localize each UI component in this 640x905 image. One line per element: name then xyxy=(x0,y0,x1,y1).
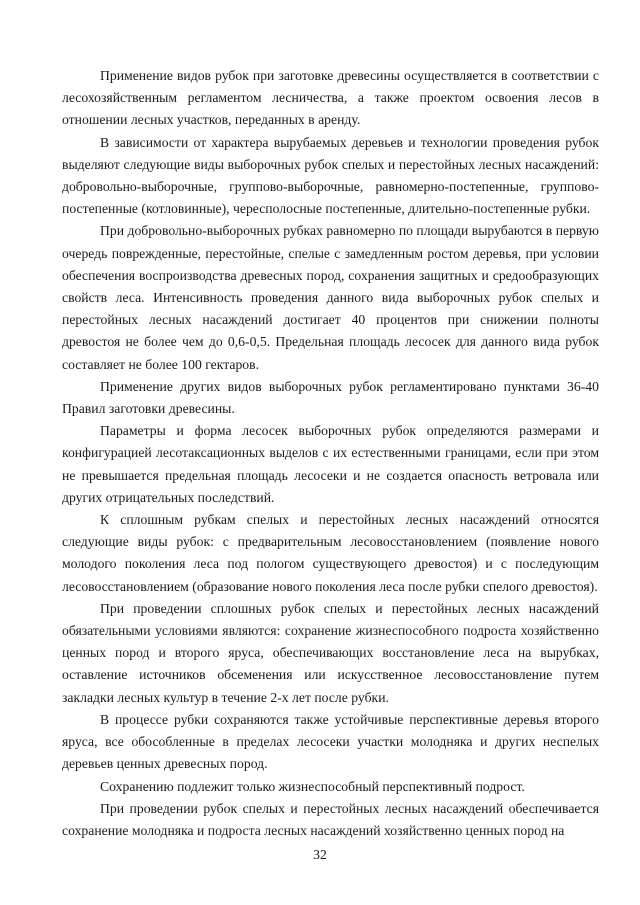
paragraph-3: При добровольно-выборочных рубках равномерно по площади вырубаются в первую очередь поврежденные, перестойные, спелые с замедленным ростом деревья, при условии обеспечения воспроизводства древесных пород, сохранения защитных и средообразующих свойств леса. Интенсивность проведения данного вида выборочных рубок спелых и перестойных лесных насаждений достигает 40 процентов при снижении полноты древостоя не более чем до 0,6-0,5. Предельная площадь лесосек для данного вида рубок составляет не более 100 гектаров. xyxy=(62,223,599,372)
page-number: 32 xyxy=(313,847,327,862)
paragraph-10: При проведении рубок спелых и перестойных лесных насаждений обеспечивается сохранение молодняка и подроста лесных насаждений хозяйственно ценных пород на xyxy=(62,800,599,838)
paragraph-6: К сплошным рубкам спелых и перестойных лесных насаждений относятся следующие виды рубок: с предварительным лесовосстановлением (появление нового молодого поколения леса под пологом существующего древостоя) и с последующим лесовосстановлением (образование нового поколения леса после рубки спелого древостоя). xyxy=(62,512,599,594)
paragraph-5: Параметры и форма лесосек выборочных рубок определяются размерами и конфигурацией лесотаксационных выделов с их естественными границами, если при этом не превышается предельная площадь лесосеки и не создается опасность ветровала или других отрицательных последствий. xyxy=(62,423,599,505)
paragraph-8: В процессе рубки сохраняются также устойчивые перспективные деревья второго яруса, все обособленные в пределах лесосеки участки молодняка и других неспелых деревьев ценных древесных пород. xyxy=(62,711,599,772)
paragraph-2: В зависимости от характера вырубаемых деревьев и технологии проведения рубок выделяют следующие виды выборочных рубок спелых и перестойных лесных насаждений: добровольно-выборочные, группово-выборочные, равномерно-постепенные, группово-постепенные (котловинные), чересполосные постепенные, длительно-постепенные рубки. xyxy=(62,134,599,217)
paragraph-7: При проведении сплошных рубок спелых и перестойных лесных насаждений обязательными условиями являются: сохранение жизнеспособного подроста хозяйственно ценных пород и второго яруса, обеспечивающих восстановление леса на вырубках, оставление источников обсеменения или искусственное лесовосстановление путем закладки лесных культур в течение 2-х лет после рубки. xyxy=(62,600,599,705)
document-body xyxy=(62,65,599,842)
paragraph-1: Применение видов рубок при заготовке древесины осуществляется в соответствии с лесохозяйственным регламентом лесничества, а также проектом освоения лесов в отношении лесных участков, переданных в аренду. xyxy=(62,68,599,128)
paragraph-4: Применение других видов выборочных рубок регламентировано пунктами 36-40 Правил заготовки древесины. xyxy=(62,378,599,417)
paragraph-9: Сохранению подлежит только жизнеспособный перспективный подрост. xyxy=(100,778,525,794)
